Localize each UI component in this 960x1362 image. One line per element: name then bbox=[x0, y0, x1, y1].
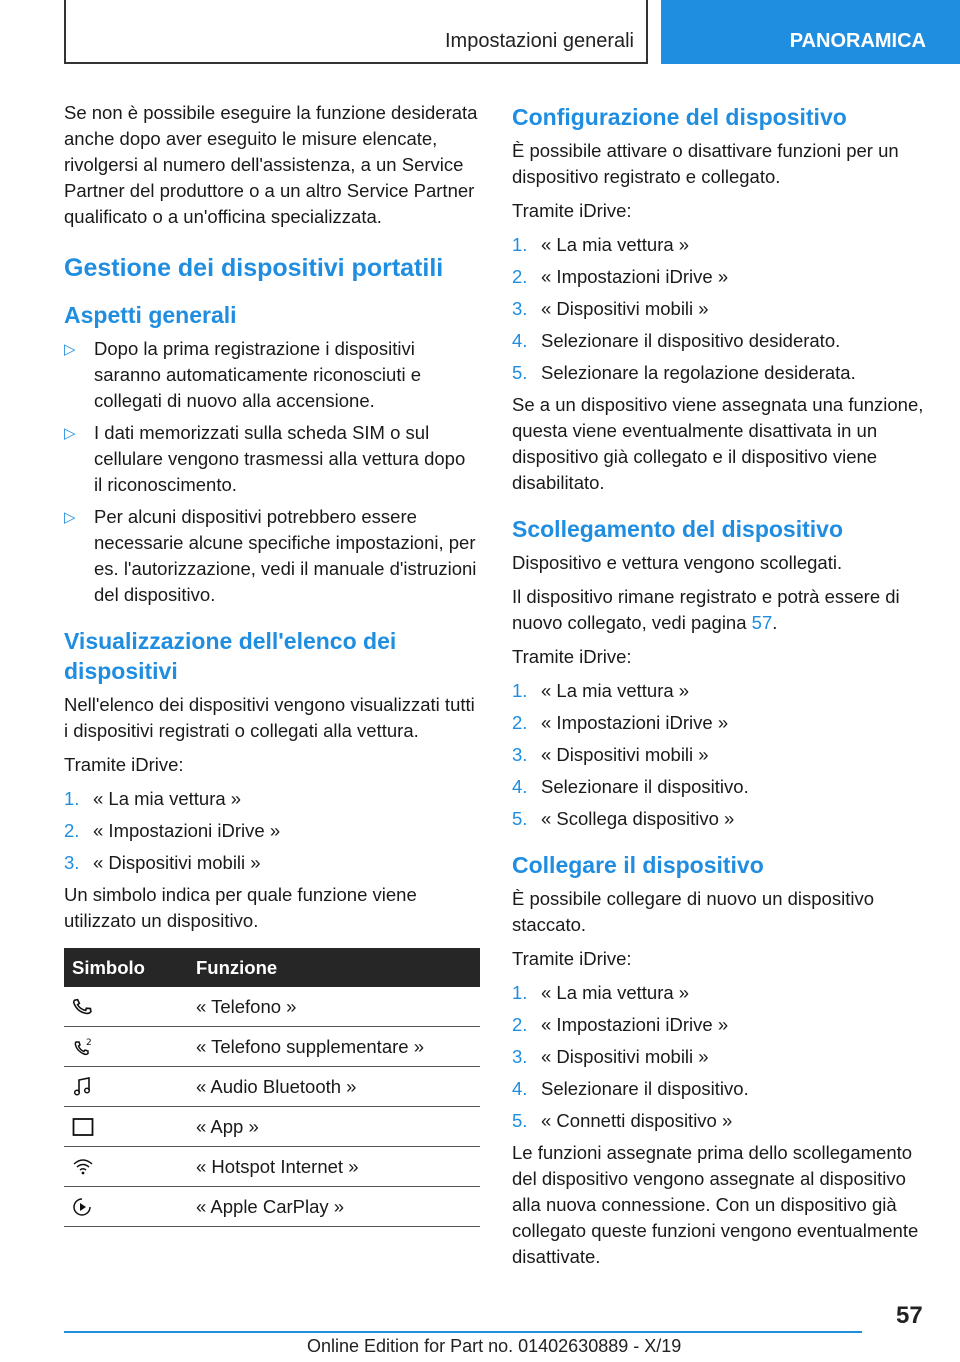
table-row bbox=[64, 1187, 480, 1227]
footer-edition: Online Edition for Part no. 01402630889 - X/19 bbox=[307, 1336, 682, 1356]
scoll-steps bbox=[512, 678, 928, 832]
function-label: « Telefono » bbox=[184, 987, 480, 1027]
triangle-bullet-icon: ▷ bbox=[64, 425, 76, 442]
table-row bbox=[64, 1107, 480, 1147]
page-link[interactable]: 57 bbox=[751, 612, 773, 633]
triangle-bullet-icon: ▷ bbox=[64, 341, 76, 358]
list-item: 4. Selezionare il dispositivo desiderato. bbox=[512, 330, 841, 351]
list-item: 1. « La mia vettura » bbox=[512, 982, 690, 1003]
list-item: 3. « Dispositivi mobili » bbox=[512, 1046, 709, 1067]
heading-configurazione: Configurazione del dispositivo bbox=[512, 104, 847, 130]
table-header-row bbox=[64, 948, 480, 987]
function-label: « Apple CarPlay » bbox=[184, 1187, 480, 1227]
tramite-label: Tramite iDrive: bbox=[64, 754, 184, 775]
header-tab-label: PANORAMICA bbox=[789, 30, 926, 52]
header-tab-panoramica[interactable] bbox=[661, 0, 960, 64]
footer-divider bbox=[64, 1331, 862, 1333]
heading-collegare: Collegare il dispositivo bbox=[512, 852, 764, 878]
tramite-label: Tramite iDrive: bbox=[512, 948, 632, 969]
header-section-title: Impostazioni generali bbox=[445, 30, 634, 52]
heading-gestione: Gestione dei dispositivi portatili bbox=[64, 254, 444, 282]
svg-text:2: 2 bbox=[86, 1037, 92, 1048]
vis-steps bbox=[64, 786, 478, 876]
list-item: 4. Selezionare il dispositivo. bbox=[512, 1078, 749, 1099]
symbol-table bbox=[64, 948, 480, 1227]
carplay-icon bbox=[72, 1197, 184, 1217]
function-label: « Audio Bluetooth » bbox=[184, 1067, 480, 1107]
scoll-paragraph-2: Il dispositivo rimane registrato e potrà essere di nuovo collegato, vedi pagina 57. bbox=[512, 586, 900, 633]
music-note-icon bbox=[72, 1077, 184, 1097]
list-item: ▷ Dopo la prima registrazione i dispositivi saranno automaticamente riconosciuti e collegati di nuovo alla accensione. bbox=[64, 338, 422, 411]
coll-note: Le funzioni assegnate prima dello scollegamento del dispositivo vengono assegnate al dispositivo alla nuova connessione. Con un dispositivo già collegato queste funzioni vengono eventualmente disattivate. bbox=[512, 1142, 919, 1267]
list-item: 2. « Impostazioni iDrive » bbox=[512, 266, 729, 287]
symbol-paragraph: Un simbolo indica per quale funzione viene utilizzato un dispositivo. bbox=[64, 884, 417, 931]
phone-2-icon bbox=[72, 1036, 184, 1058]
list-item: 2. « Impostazioni iDrive » bbox=[512, 712, 729, 733]
wifi-icon bbox=[72, 1157, 184, 1177]
heading-aspetti: Aspetti generali bbox=[64, 302, 237, 328]
list-item: 5. Selezionare la regolazione desiderata. bbox=[512, 362, 856, 383]
tramite-label: Tramite iDrive: bbox=[512, 646, 632, 667]
list-item: 5. « Scollega dispositivo » bbox=[512, 808, 735, 829]
intro-paragraph: Se non è possibile eseguire la funzione desiderata anche dopo aver eseguito le misure elencate, rivolgersi al numero dell'assistenza, a un Service Partner del produttore o a un altro Service Partner qualificato o a un'officina specializzata. bbox=[64, 102, 478, 227]
scoll-paragraph-1: Dispositivo e vettura vengono scollegati. bbox=[512, 552, 843, 573]
page-number: 57 bbox=[896, 1302, 923, 1329]
list-item: 5. « Connetti dispositivo » bbox=[512, 1110, 733, 1131]
list-item: 3. « Dispositivi mobili » bbox=[64, 852, 261, 873]
header-section-box bbox=[64, 0, 648, 64]
config-steps bbox=[512, 232, 928, 386]
table-header-funzione: Funzione bbox=[184, 948, 480, 987]
app-square-icon bbox=[72, 1117, 184, 1137]
table-row bbox=[64, 1147, 480, 1187]
heading-visualizzazione: Visualizzazione dell'elenco dei dispositivi bbox=[64, 628, 397, 684]
tramite-label: Tramite iDrive: bbox=[512, 200, 632, 221]
table-header-simbolo: Simbolo bbox=[64, 948, 184, 987]
vis-paragraph: Nell'elenco dei dispositivi vengono visualizzati tutti i dispositivi registrati o collegati alla vettura. bbox=[64, 694, 475, 741]
table-row bbox=[64, 987, 480, 1027]
function-label: « Telefono supplementare » bbox=[184, 1027, 480, 1067]
list-item: 4. Selezionare il dispositivo. bbox=[512, 776, 749, 797]
right-column bbox=[512, 102, 928, 1278]
coll-steps bbox=[512, 980, 928, 1134]
left-column bbox=[64, 100, 478, 1227]
list-item: 2. « Impostazioni iDrive » bbox=[64, 820, 281, 841]
coll-paragraph: È possibile collegare di nuovo un dispositivo staccato. bbox=[512, 888, 874, 935]
list-item: 1. « La mia vettura » bbox=[512, 680, 690, 701]
table-row bbox=[64, 1067, 480, 1107]
triangle-bullet-icon: ▷ bbox=[64, 509, 76, 526]
table-row bbox=[64, 1027, 480, 1067]
list-item: 1. « La mia vettura » bbox=[512, 234, 690, 255]
phone-icon bbox=[72, 997, 184, 1017]
list-item: 3. « Dispositivi mobili » bbox=[512, 744, 709, 765]
list-item: 1. « La mia vettura » bbox=[64, 788, 242, 809]
list-item: ▷ Per alcuni dispositivi potrebbero essere necessarie alcune specifiche impostazioni, per es. l'autorizzazione, vedi il manuale d'istruzioni del dispositivo. bbox=[64, 506, 477, 605]
config-paragraph: È possibile attivare o disattivare funzioni per un dispositivo registrato e collegato. bbox=[512, 140, 899, 187]
list-item: 2. « Impostazioni iDrive » bbox=[512, 1014, 729, 1035]
list-item: 3. « Dispositivi mobili » bbox=[512, 298, 709, 319]
bullet-list bbox=[64, 336, 478, 608]
function-label: « Hotspot Internet » bbox=[184, 1147, 480, 1187]
function-label: « App » bbox=[184, 1107, 480, 1147]
heading-scollegamento: Scollegamento del dispositivo bbox=[512, 516, 844, 542]
config-note: Se a un dispositivo viene assegnata una funzione, questa viene eventualmente disattivata in un dispositivo già collegato e il dispositivo viene disabilitato. bbox=[512, 394, 924, 493]
list-item: ▷ I dati memorizzati sulla scheda SIM o sul cellulare vengono trasmessi alla vettura dopo il riconoscimento. bbox=[64, 422, 466, 495]
